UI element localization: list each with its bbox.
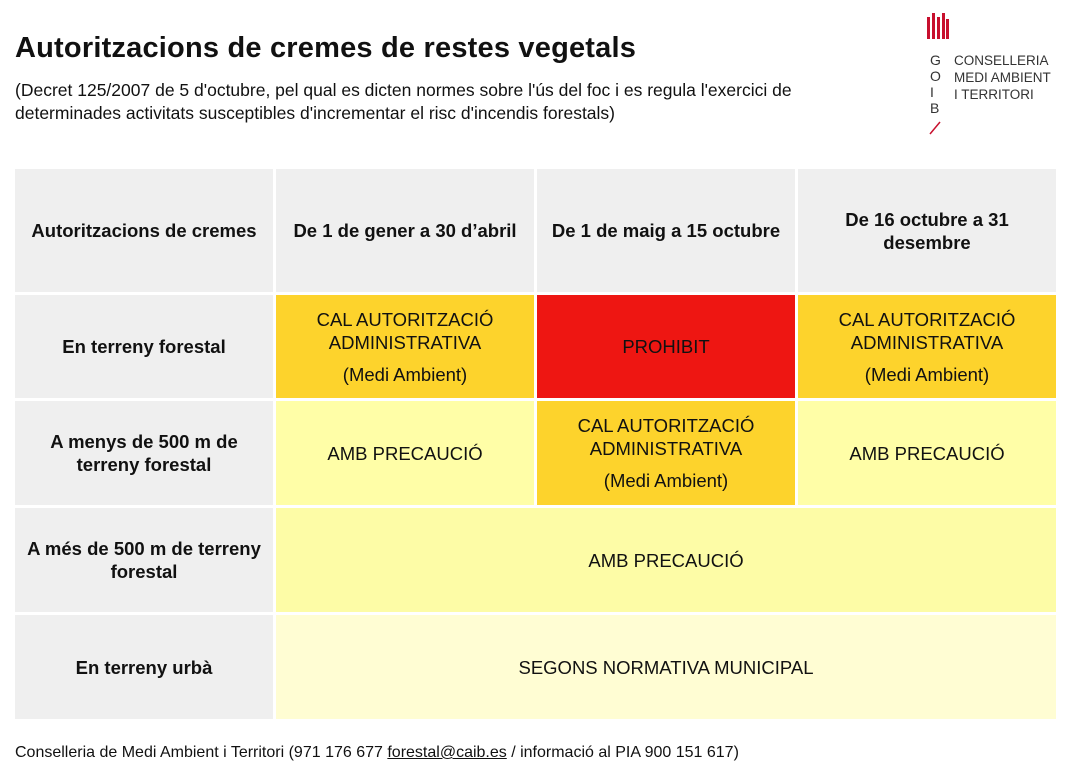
- header-cell-period-1: De 1 de gener a 30 d’abril: [275, 168, 536, 294]
- status-text: PROHIBIT: [622, 336, 710, 357]
- row-label: A menys de 500 m de terreny forestal: [14, 400, 275, 507]
- status-cell-authorization: [275, 294, 536, 400]
- status-subtext: (Medi Ambient): [603, 470, 729, 491]
- header-cell-period-3: De 16 octubre a 31 desembre: [797, 168, 1058, 294]
- email-link[interactable]: forestal@caib.es: [387, 744, 507, 761]
- status-cell-authorization: [536, 400, 797, 507]
- page-title: Autoritzacions de cremes de restes vegetals: [15, 32, 637, 64]
- conselleria-name: [954, 52, 1051, 103]
- table-header-row: [14, 168, 1058, 294]
- status-text: AMB PRECAUCIÓ: [849, 442, 1005, 464]
- table-row: [14, 400, 1058, 507]
- logo-line: CONSELLERIA: [954, 53, 1049, 68]
- footer-prefix: Conselleria de Medi Ambient i Territori (971 176 677: [15, 744, 388, 761]
- header-cell-period-2: De 1 de maig a 15 octubre: [536, 168, 797, 294]
- status-subtext: (Medi Ambient): [342, 363, 468, 385]
- status-text: SEGONS NORMATIVA MUNICIPAL: [518, 656, 814, 678]
- header-cell: Autoritzacions de cremes: [14, 168, 275, 294]
- status-cell-caution: [275, 507, 1058, 614]
- goib-logo: [926, 12, 1066, 142]
- authorizations-table: [12, 166, 1059, 722]
- status-text: CAL AUTORITZACIÓ ADMINISTRATIVA: [577, 415, 755, 459]
- row-label: En terreny forestal: [14, 294, 275, 400]
- row-label: En terreny urbà: [14, 614, 275, 721]
- footer-suffix: / informació al PIA 900 151 617): [506, 744, 739, 761]
- logo-letter: G: [930, 52, 941, 68]
- status-cell-municipal: [275, 614, 1058, 721]
- status-cell-prohibited: [536, 294, 797, 400]
- goib-emblem-icon: [926, 12, 950, 44]
- table-row: [14, 614, 1058, 721]
- slash-mark-icon: [928, 120, 942, 136]
- goib-letters: [930, 52, 941, 116]
- row-label: A més de 500 m de terreny forestal: [14, 507, 275, 614]
- logo-letter: B: [930, 100, 940, 116]
- status-text: AMB PRECAUCIÓ: [327, 442, 483, 464]
- status-subtext: (Medi Ambient): [864, 363, 990, 385]
- status-cell-authorization: [797, 294, 1058, 400]
- logo-letter: O: [930, 68, 941, 84]
- status-text: CAL AUTORITZACIÓ ADMINISTRATIVA: [838, 308, 1016, 353]
- page-subtitle: (Decret 125/2007 de 5 d'octubre, pel qual es dicten normes sobre l'ús del foc i es regula l'exercici de determinades activitats susceptibles d'incrementar el risc d'incendis forestals): [15, 80, 792, 123]
- logo-line: I TERRITORI: [954, 87, 1034, 102]
- logo-letter: I: [930, 84, 934, 100]
- status-cell-caution: [275, 400, 536, 507]
- logo-line: MEDI AMBIENT: [954, 70, 1051, 85]
- footer-contact: [15, 744, 739, 762]
- table-row: [14, 507, 1058, 614]
- status-cell-caution: [797, 400, 1058, 507]
- status-text: AMB PRECAUCIÓ: [588, 549, 744, 571]
- table-row: [14, 294, 1058, 400]
- status-text: CAL AUTORITZACIÓ ADMINISTRATIVA: [316, 308, 494, 353]
